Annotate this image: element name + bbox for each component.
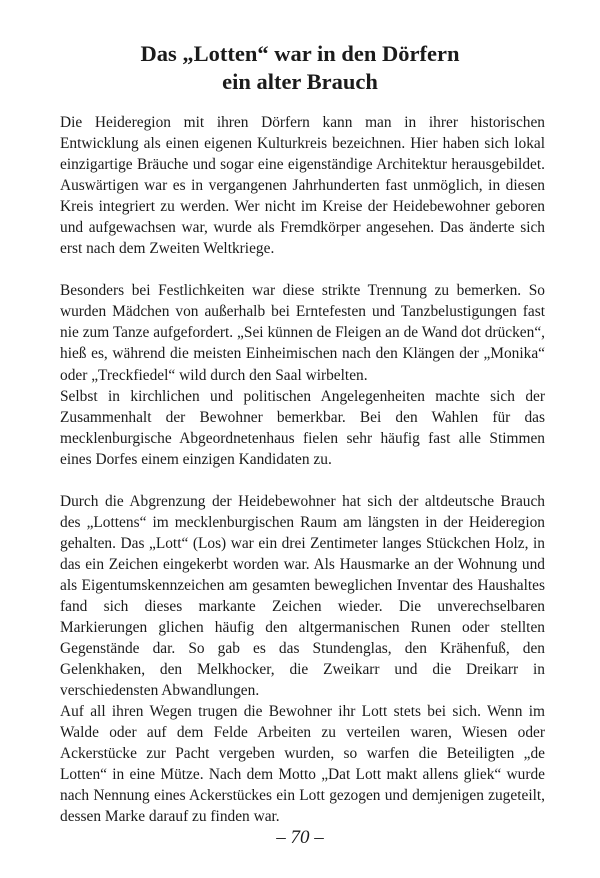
paragraph-1: Die Heideregion mit ihren Dörfern kann man in ihrer historischen Entwicklung als einen eigenen Kulturkreis bezeichnen. Hier haben sich lokal einzigartige Bräuche und sogar eine eigenständige Architektur herausgebildet. Auswärtigen war es in vergangenen Jahrhunderten fast unmöglich, in diesen Kreis integriert zu werden. Wer nicht im Kreise der Heidebewohner geboren und aufgewachsen war, wurde als Fremdkörper angesehen. Das änderte sich erst nach dem Zweiten Weltkriege. <box>60 114 545 258</box>
page-title-line-1: Das „Lotten“ war in den Dörfern <box>140 41 460 66</box>
page-title-line-2: ein alter Brauch <box>222 69 378 94</box>
paragraph-4: Durch die Abgrenzung der Heidebewohner hat sich der altdeutsche Brauch des „Lottens“ im mecklenburgischen Raum am längsten in der Heideregion gehalten. Das „Lott“ (Los) war ein drei Zentimeter langes Stückchen Holz, in das ein Zeichen eingekerbt worden war. Als Hausmarke an der Wohnung und als Eigentumskennzeichen am gesamten beweglichen Inventar des Haushaltes fand sich dieses markante Zeichen wieder. Die unverechselbaren Markierungen glichen häufig den altgermanischen Runen oder stellten Gegenstände dar. So gab es das Stundenglas, den Krähenfuß, den Gelenkhaken, den Melkhocker, die Zweikarr und die Dreikarr in verschiedensten Abwandlungen. <box>60 492 545 700</box>
paragraph-2: Besonders bei Festlichkeiten war diese strikte Trennung zu bemerken. So wurden Mädchen von außerhalb bei Erntefesten und Tanzbelustigungen fast nie zum Tanze aufgefordert. „Sei künnen de Fleigen an de Wand dot drücken“, hieß es, während die meisten Einheimischen nach den Klängen der „Monika“ oder „Treckfiedel“ wild durch den Saal wirbelten. <box>60 282 545 384</box>
page-title <box>40 40 560 96</box>
body-text <box>60 112 545 828</box>
page-number: – 70 – <box>276 827 324 848</box>
paragraph-3: Selbst in kirchlichen und politischen Angelegenheiten machte sich der Zusammenhalt der Bewohner bemerkbar. Bei den Wahlen für das mecklenburgische Abgeordnetenhaus fielen sehr häufig fast alle Stimmen eines Dorfes einem einzigen Kandidaten zu. <box>60 387 545 468</box>
paragraph-5: Auf all ihren Wegen trugen die Bewohner ihr Lott stets bei sich. Wenn im Walde oder auf dem Felde Arbeiten zu verteilen waren, Wiesen oder Ackerstücke zur Pacht vergeben wurden, so warfen die Beteiligten „de Lotten“ in eine Mütze. Nach dem Motto „Dat Lott makt allens gliek“ wurde nach Nennung eines Ackerstückes ein Lott gezogen und demjenigen zugeteilt, dessen Marke darauf zu finden war. <box>60 703 545 826</box>
